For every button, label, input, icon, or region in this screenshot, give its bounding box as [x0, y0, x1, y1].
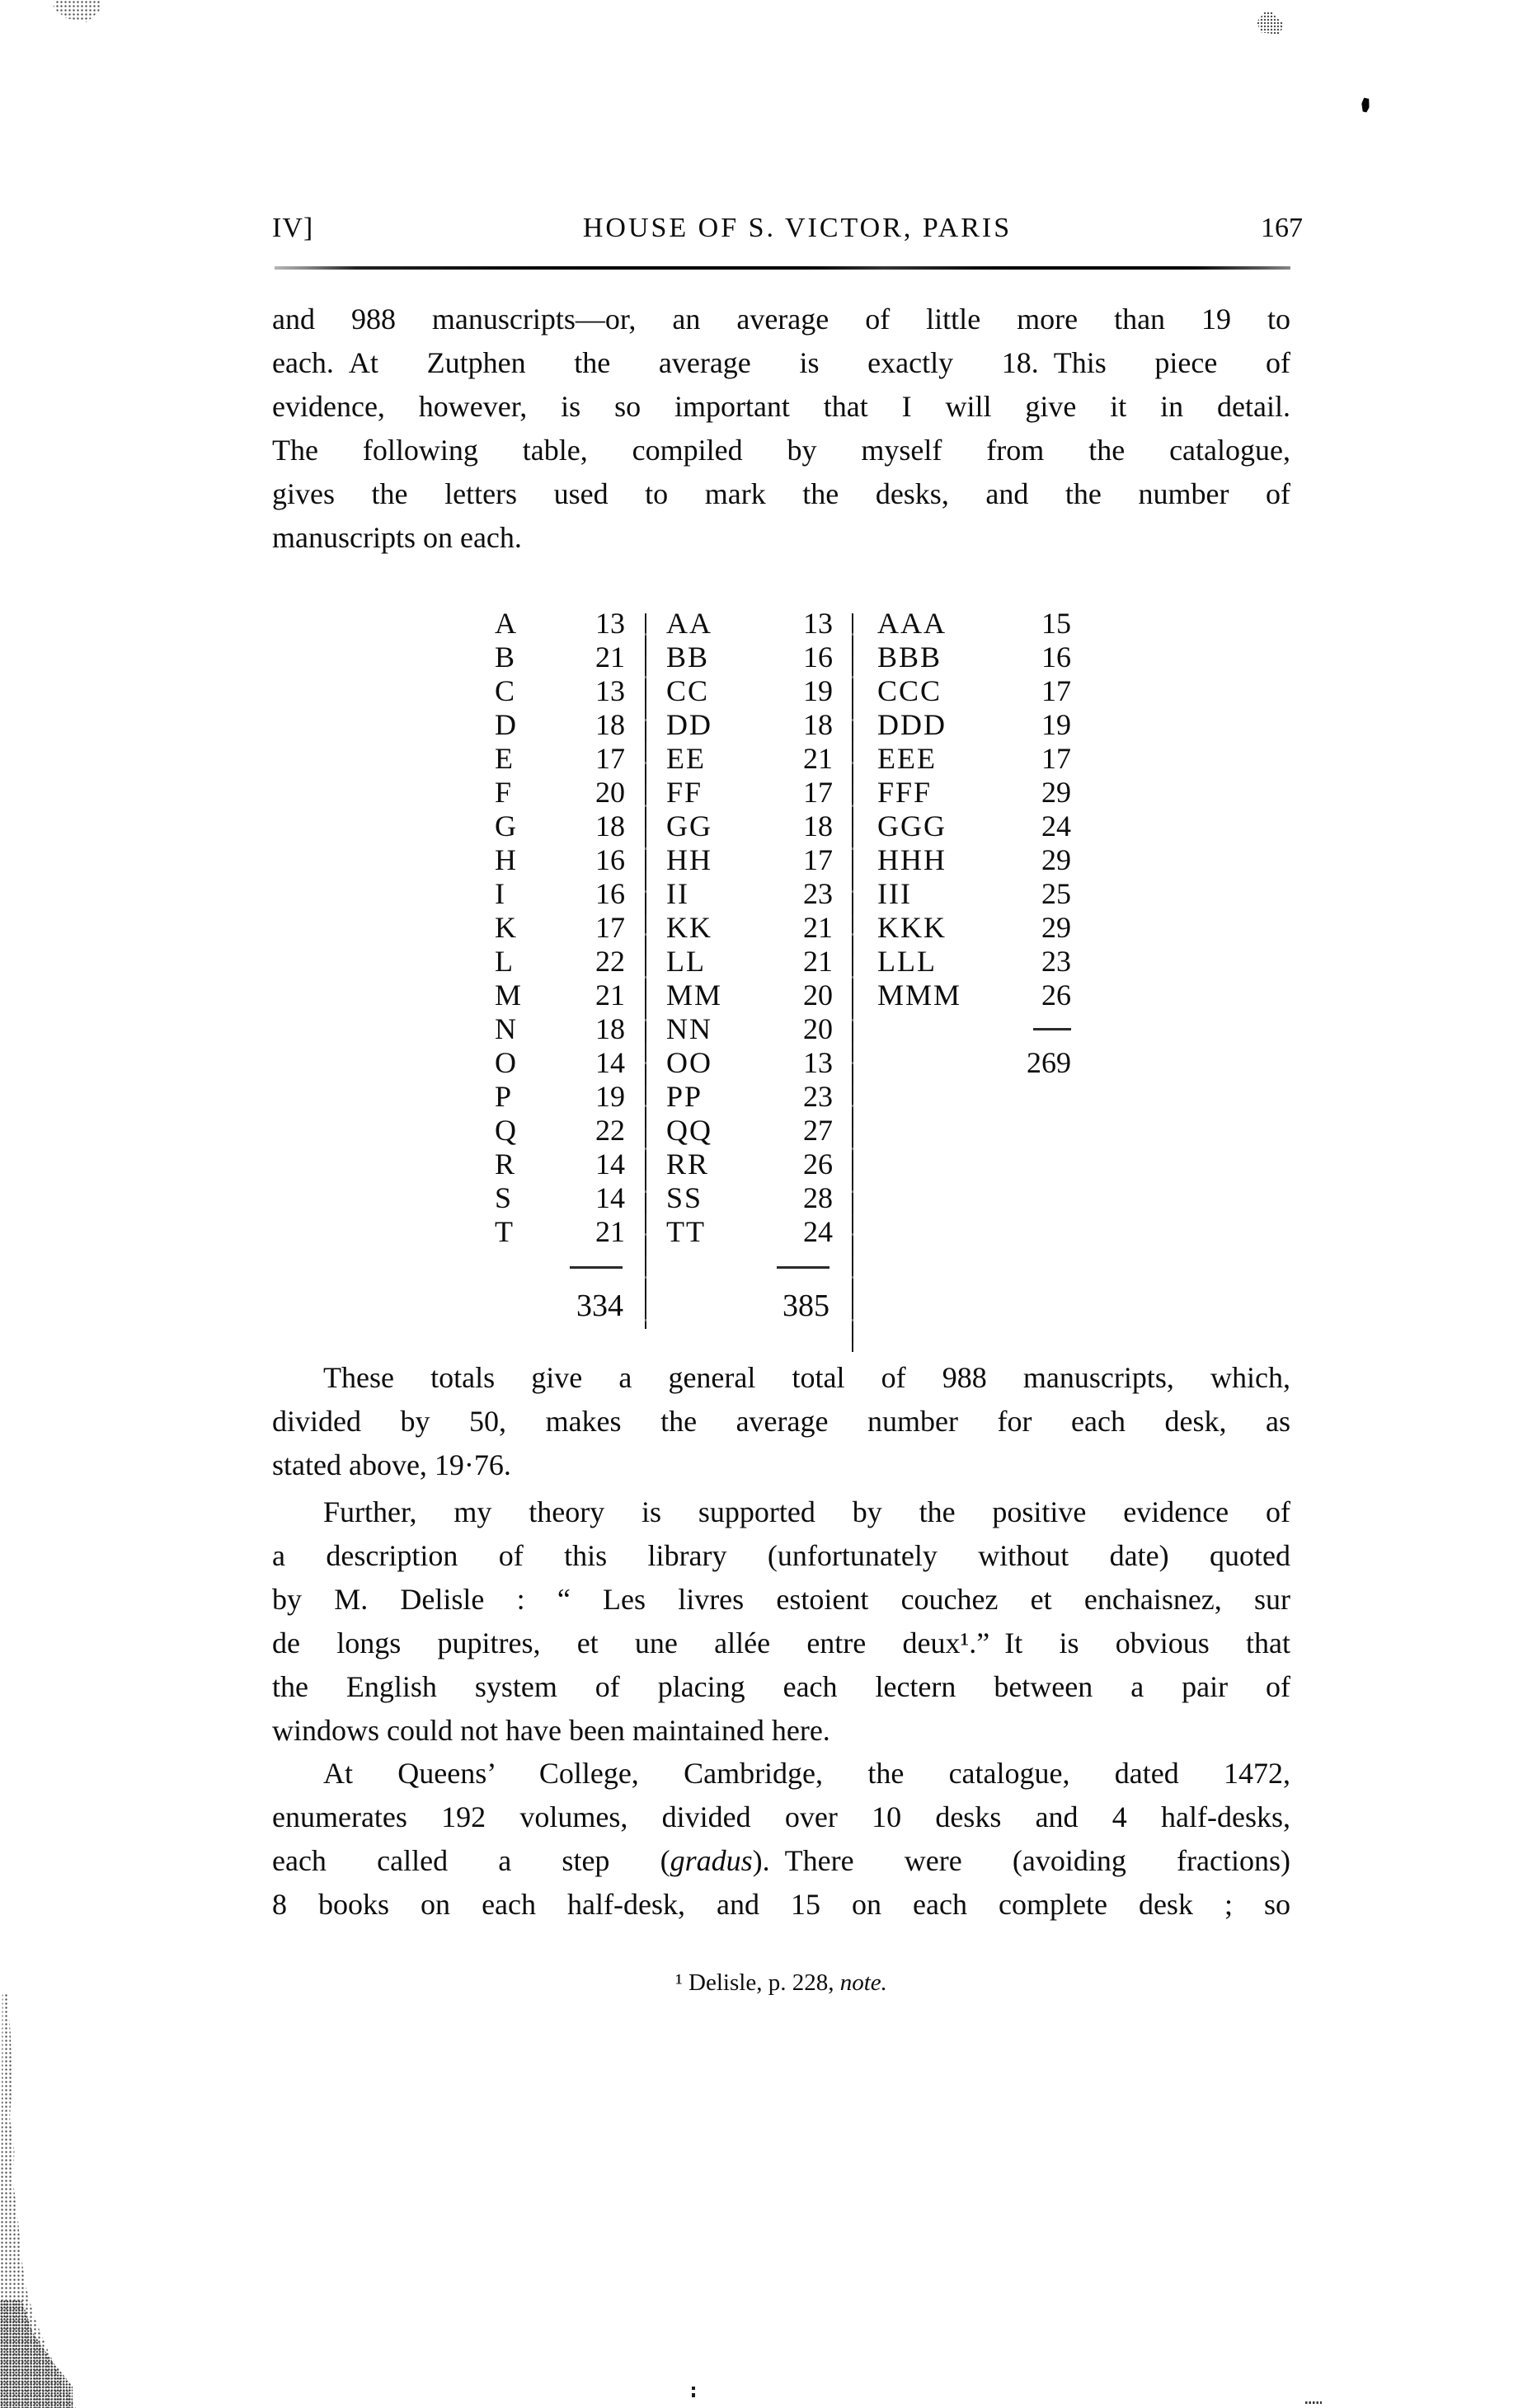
desk-letter: A	[495, 607, 518, 640]
desk-letter: FF	[666, 776, 703, 809]
desk-letter: AA	[666, 607, 712, 640]
manuscript-count: 24	[803, 1215, 833, 1248]
desk-letter: TT	[666, 1215, 706, 1248]
table-row	[495, 1012, 1072, 1046]
manuscript-count: 22	[595, 1114, 625, 1147]
table-total-row	[495, 1289, 1072, 1323]
text-segment: ¹ Delisle, p. 228,	[675, 1969, 840, 1996]
manuscript-count: 17	[1041, 742, 1071, 775]
table-row	[495, 607, 1072, 641]
table-row	[495, 979, 1072, 1012]
page-header	[272, 211, 1303, 246]
desk-letter: II	[666, 877, 689, 910]
desk-letter: QQ	[666, 1114, 712, 1147]
table-row	[495, 843, 1072, 877]
column3-total-rule	[1033, 1028, 1071, 1030]
manuscript-count: 17	[595, 911, 625, 944]
desk-letter: AAA	[877, 607, 947, 640]
text-line: stated above, 19·76.	[272, 1448, 511, 1481]
manuscript-count: 17	[803, 776, 833, 809]
desk-letter: R	[495, 1148, 517, 1181]
chapter-number: IV]	[272, 213, 314, 243]
table-row	[495, 911, 1072, 945]
text-line: The following table, compiled by myself from the catalogue,	[272, 434, 1290, 467]
table-row	[495, 1114, 1072, 1148]
desk-letter: K	[495, 911, 518, 944]
desk-letter: EE	[666, 742, 706, 775]
table-row	[495, 945, 1072, 979]
table-row	[495, 1080, 1072, 1114]
desk-letter: RR	[666, 1148, 710, 1181]
manuscript-count: 20	[803, 979, 833, 1012]
manuscript-count: 22	[595, 945, 625, 978]
desk-letter: E	[495, 742, 515, 775]
manuscript-count: 13	[803, 1046, 833, 1079]
manuscript-count: 29	[1041, 776, 1071, 809]
column3-total: 269	[1027, 1046, 1071, 1079]
italic-text: note.	[839, 1969, 887, 1996]
desk-letter: BB	[666, 641, 710, 674]
desk-letter: OO	[666, 1046, 712, 1079]
manuscript-count: 13	[803, 607, 833, 640]
paragraph-1	[272, 298, 1290, 560]
text-line: manuscripts on each.	[272, 521, 522, 554]
column2-total-rule	[777, 1266, 829, 1269]
desk-letter: GG	[666, 810, 712, 843]
running-title: HOUSE OF S. VICTOR, PARIS	[582, 213, 1013, 243]
manuscript-count: 18	[595, 810, 625, 843]
desk-letter: SS	[666, 1181, 703, 1214]
desk-letter: DD	[666, 708, 712, 741]
desk-letter: N	[495, 1012, 518, 1045]
scan-smudge-top-right	[1257, 12, 1285, 35]
manuscript-count: 13	[595, 607, 625, 640]
column1-total-rule	[570, 1266, 623, 1269]
manuscript-count: 16	[1041, 641, 1071, 674]
table-row	[495, 877, 1072, 911]
text-line: the English system of placing each lectern between a pair of	[272, 1670, 1290, 1703]
manuscript-count: 18	[595, 708, 625, 741]
text-line: 8 books on each half-desk, and 15 on each complete desk ; so	[272, 1888, 1290, 1921]
manuscript-count: 13	[595, 674, 625, 707]
desk-letter: KK	[666, 911, 712, 944]
text-segment: each called a step (	[272, 1844, 670, 1877]
manuscript-count: 19	[1041, 708, 1071, 741]
manuscript-count: 26	[1041, 979, 1071, 1012]
table-row	[495, 708, 1072, 742]
manuscript-count: 21	[803, 945, 833, 978]
table-row	[495, 810, 1072, 843]
column1-total: 334	[576, 1288, 623, 1323]
manuscript-count: 20	[803, 1012, 833, 1045]
header-rule	[275, 266, 1290, 270]
text-line: gives the letters used to mark the desks, and the number of	[272, 477, 1290, 510]
manuscript-count: 24	[1041, 810, 1071, 843]
text-line: de longs pupitres, et une allée entre deux¹.” It is obvious that	[272, 1626, 1290, 1659]
manuscript-count: 26	[803, 1148, 833, 1181]
table-row	[495, 742, 1072, 776]
scan-smudge-bottom-left-dense	[0, 2300, 73, 2408]
manuscript-count: 14	[595, 1181, 625, 1214]
table-row	[495, 1181, 1072, 1215]
manuscript-count: 23	[803, 877, 833, 910]
manuscript-count: 15	[1041, 607, 1071, 640]
manuscript-count: 20	[595, 776, 625, 809]
text-line: divided by 50, makes the average number for each desk, as	[272, 1405, 1290, 1438]
manuscript-count: 16	[803, 641, 833, 674]
text-line: a description of this library (unfortunately without date) quoted	[272, 1539, 1290, 1572]
footnote-text	[272, 1964, 1290, 2002]
text-line: evidence, however, is so important that I will give it in detail.	[272, 390, 1290, 423]
desk-letter: LL	[666, 945, 706, 978]
desk-letter: EEE	[877, 742, 937, 775]
desk-letter: GGG	[877, 810, 947, 843]
text-line: These totals give a general total of 988 manuscripts, which,	[323, 1361, 1290, 1394]
desk-letter: FFF	[877, 776, 933, 809]
desk-letter: PP	[666, 1080, 703, 1113]
desk-letter: HH	[666, 843, 712, 876]
manuscript-count: 19	[595, 1080, 625, 1113]
desk-letter: CC	[666, 674, 710, 707]
manuscript-count: 25	[1041, 877, 1071, 910]
desk-letter: O	[495, 1046, 518, 1079]
table-row	[495, 1148, 1072, 1181]
table-row	[495, 1046, 1072, 1080]
column2-total: 385	[782, 1288, 829, 1323]
text-line: enumerates 192 volumes, divided over 10 desks and 4 half-desks,	[272, 1800, 1290, 1833]
manuscript-count: 17	[1041, 674, 1071, 707]
desk-letter: DDD	[877, 708, 947, 741]
manuscript-count: 29	[1041, 911, 1071, 944]
manuscript-count: 21	[803, 742, 833, 775]
manuscript-count: 23	[803, 1080, 833, 1113]
scan-ink-mark-top-right	[1360, 97, 1370, 113]
manuscript-count: 21	[595, 641, 625, 674]
manuscript-count: 21	[803, 911, 833, 944]
desk-letter: NN	[666, 1012, 712, 1045]
scan-speck-bottom	[692, 2387, 695, 2397]
desk-manuscript-table	[495, 607, 1072, 1357]
table-row	[495, 1215, 1072, 1249]
scan-speck-bottom-right	[1305, 2401, 1322, 2404]
desk-letter: I	[495, 877, 506, 910]
desk-letter: M	[495, 979, 524, 1012]
manuscript-count: 18	[803, 708, 833, 741]
manuscript-count: 18	[595, 1012, 625, 1045]
table-row	[495, 776, 1072, 810]
desk-letter: MMM	[877, 979, 962, 1012]
desk-letter: G	[495, 810, 518, 843]
text-line: Further, my theory is supported by the positive evidence of	[323, 1495, 1290, 1528]
desk-letter: P	[495, 1080, 514, 1113]
desk-letter: B	[495, 641, 517, 674]
table-row	[495, 674, 1072, 708]
manuscript-count: 21	[595, 979, 625, 1012]
text-segment: ). There were (avoiding fractions)	[752, 1844, 1290, 1877]
text-line	[272, 1839, 1290, 1883]
desk-letter: HHH	[877, 843, 947, 876]
desk-letter: LLL	[877, 945, 937, 978]
desk-letter: CCC	[877, 674, 942, 707]
manuscript-count: 29	[1041, 843, 1071, 876]
manuscript-count: 17	[595, 742, 625, 775]
text-line: windows could not have been maintained here.	[272, 1714, 830, 1747]
desk-letter: F	[495, 776, 514, 809]
manuscript-count: 17	[803, 843, 833, 876]
desk-letter: Q	[495, 1114, 518, 1147]
desk-letter: S	[495, 1181, 514, 1214]
italic-text: gradus	[670, 1844, 753, 1877]
page-number: 167	[1261, 213, 1303, 243]
manuscript-count: 28	[803, 1181, 833, 1214]
text-line: and 988 manuscripts—or, an average of little more than 19 to	[272, 303, 1290, 336]
desk-letter: H	[495, 843, 518, 876]
manuscript-count: 16	[595, 843, 625, 876]
manuscript-count: 21	[595, 1215, 625, 1248]
desk-letter: MM	[666, 979, 723, 1012]
paragraph-3	[272, 1490, 1290, 1753]
text-line: each. At Zutphen the average is exactly 18. This piece of	[272, 346, 1290, 379]
text-line: by M. Delisle : “ Les livres estoient couchez et enchaisnez, sur	[272, 1583, 1290, 1616]
manuscript-count: 16	[595, 877, 625, 910]
paragraph-4	[272, 1752, 1290, 1927]
desk-letter: KKK	[877, 911, 947, 944]
desk-letter: T	[495, 1215, 515, 1248]
text-line: At Queens’ College, Cambridge, the catalogue, dated 1472,	[323, 1757, 1290, 1790]
manuscript-count: 18	[803, 810, 833, 843]
desk-letter: L	[495, 945, 515, 978]
desk-letter: III	[877, 877, 912, 910]
desk-letter: BBB	[877, 641, 942, 674]
paragraph-2	[272, 1356, 1290, 1487]
manuscript-count: 14	[595, 1046, 625, 1079]
table-row	[495, 641, 1072, 674]
manuscript-count: 14	[595, 1148, 625, 1181]
desk-letter: D	[495, 708, 518, 741]
manuscript-count: 27	[803, 1114, 833, 1147]
manuscript-count: 23	[1041, 945, 1071, 978]
scan-smudge-top-left	[51, 0, 101, 22]
desk-letter: C	[495, 674, 517, 707]
manuscript-count: 19	[803, 674, 833, 707]
